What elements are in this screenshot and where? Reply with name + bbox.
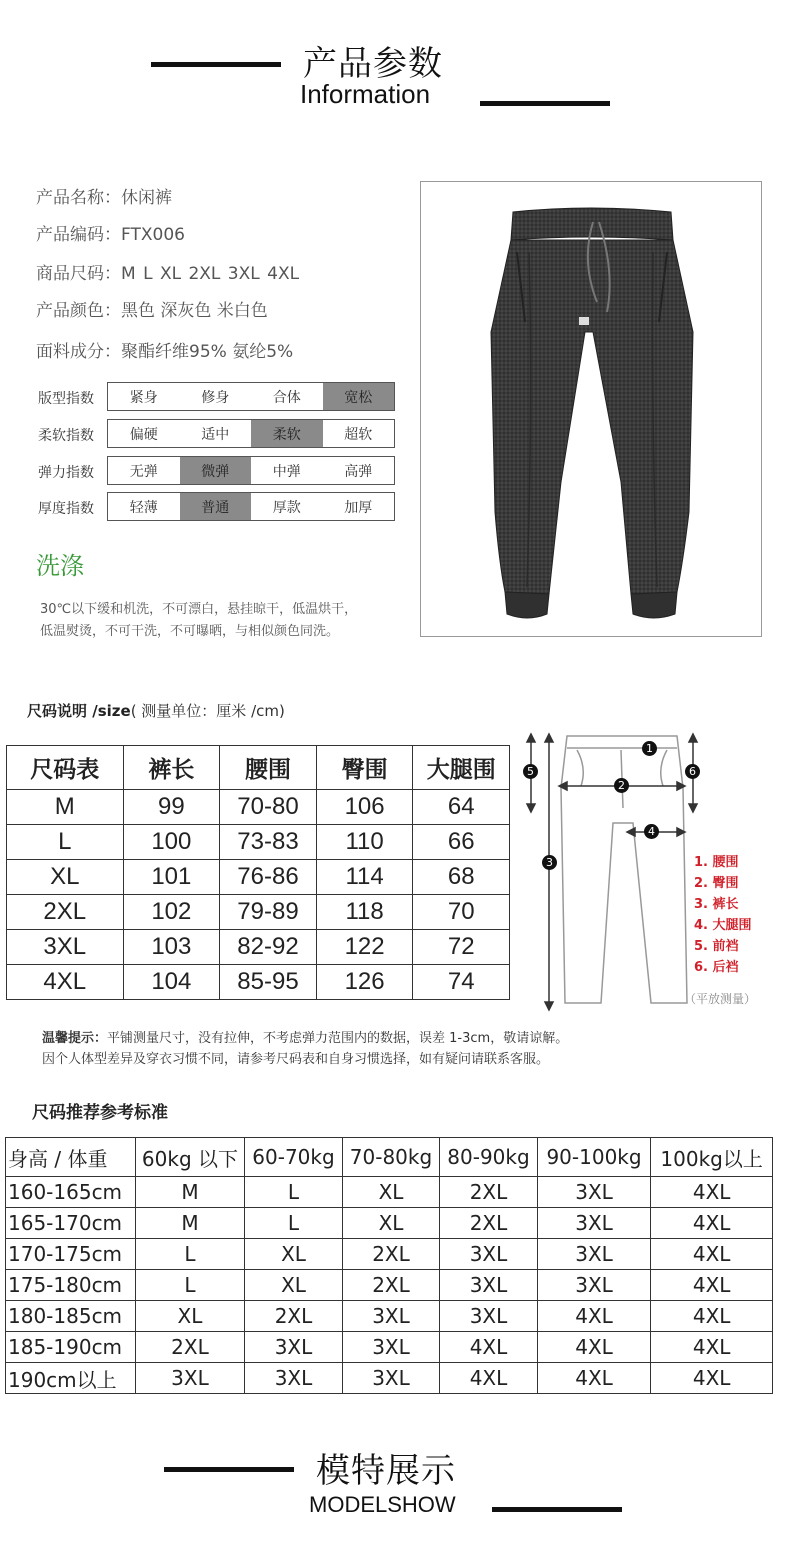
table-cell: 3XL	[537, 1239, 651, 1270]
table-row	[6, 1363, 773, 1394]
table-cell: 74	[413, 965, 510, 1000]
table-row	[6, 1301, 773, 1332]
table-cell: M	[135, 1177, 245, 1208]
diagram-note: （平放测量）	[684, 992, 757, 1006]
table-cell: XL	[342, 1177, 440, 1208]
table-header-row	[6, 1138, 773, 1177]
table-cell: 175-180cm	[6, 1270, 136, 1301]
table-header-cell: 90-100kg	[537, 1138, 651, 1177]
table-row	[7, 965, 510, 1000]
table-cell: 3XL	[342, 1301, 440, 1332]
marker-5: 5	[523, 764, 538, 779]
size-title-rest: ( 测量单位：厘米 /cm)	[130, 702, 285, 720]
footer-bar-right	[492, 1507, 622, 1512]
table-cell: 3XL	[7, 930, 124, 965]
legend-item: 4. 大腿围	[694, 918, 752, 933]
table-header-cell: 70-80kg	[342, 1138, 440, 1177]
table-cell: 4XL	[651, 1239, 773, 1270]
index-option: 偏硬	[129, 426, 158, 443]
table-cell: 170-175cm	[6, 1239, 136, 1270]
table-cell: 101	[123, 860, 220, 895]
table-cell: 118	[316, 895, 413, 930]
recommend-table	[5, 1137, 773, 1394]
marker-4: 4	[644, 824, 659, 839]
table-cell: L	[245, 1208, 343, 1239]
table-cell: 76-86	[220, 860, 317, 895]
table-cell: 102	[123, 895, 220, 930]
table-cell: L	[7, 825, 124, 860]
table-cell: L	[135, 1239, 245, 1270]
table-cell: 2XL	[342, 1239, 440, 1270]
table-cell: 3XL	[440, 1239, 538, 1270]
table-cell: 3XL	[245, 1332, 343, 1363]
product-material: 面料成分：聚酯纤维95% 氨纶5%	[36, 342, 294, 362]
product-name: 产品名称：休闲裤	[36, 188, 172, 208]
legend-item: 2. 臀围	[694, 876, 739, 891]
footer-bar-left	[164, 1467, 294, 1472]
section-title-cn: 产品参数	[303, 44, 443, 84]
wash-line-1: 30℃以下缓和机洗，不可漂白，悬挂晾干，低温烘干，	[40, 602, 358, 617]
section-title-en: Information	[300, 79, 431, 109]
tips-label: 温馨提示：	[42, 1031, 108, 1046]
wash-title: 洗涤	[36, 552, 84, 580]
product-image	[420, 181, 762, 637]
tips-line-2: 因个人体型差异及穿衣习惯不同，请参考尺码表和自身习惯选择，如有疑问请联系客服。	[42, 1052, 550, 1067]
table-cell: 72	[413, 930, 510, 965]
legend-item: 1. 腰围	[694, 855, 739, 870]
pants-outline	[561, 736, 687, 1003]
legend-item: 3. 裤长	[694, 897, 739, 912]
table-header-row	[7, 746, 510, 790]
table-cell: 3XL	[440, 1270, 538, 1301]
recommend-title: 尺码推荐参考标准	[32, 1103, 168, 1123]
table-cell: 4XL	[651, 1177, 773, 1208]
table-cell: 3XL	[342, 1363, 440, 1394]
table-row	[7, 825, 510, 860]
index-option: 修身	[201, 389, 230, 406]
table-cell: 165-170cm	[6, 1208, 136, 1239]
table-cell: 3XL	[135, 1363, 245, 1394]
product-code: 产品编码：FTX006	[36, 225, 185, 245]
index-label: 柔软指数	[38, 428, 94, 444]
index-label: 版型指数	[38, 391, 94, 407]
footer-title-cn: 模特展示	[316, 1451, 456, 1491]
index-label: 弹力指数	[38, 465, 94, 481]
table-row	[6, 1177, 773, 1208]
table-row	[7, 930, 510, 965]
table-header-cell: 腰围	[220, 746, 317, 790]
index-option: 厚款	[272, 499, 301, 516]
index-option: 中弹	[272, 463, 301, 480]
table-cell: M	[7, 790, 124, 825]
table-cell: XL	[7, 860, 124, 895]
legend-item: 6. 后裆	[694, 960, 739, 975]
table-cell: 70-80	[220, 790, 317, 825]
table-row	[7, 860, 510, 895]
table-header-cell: 臀围	[316, 746, 413, 790]
table-cell: 70	[413, 895, 510, 930]
table-cell: 4XL	[651, 1208, 773, 1239]
table-cell: 3XL	[537, 1270, 651, 1301]
table-cell: 4XL	[537, 1301, 651, 1332]
table-row	[6, 1239, 773, 1270]
table-row	[6, 1270, 773, 1301]
footer-title-en: MODELSHOW	[309, 1492, 456, 1517]
table-cell: XL	[245, 1270, 343, 1301]
table-cell: 73-83	[220, 825, 317, 860]
table-cell: 79-89	[220, 895, 317, 930]
index-option: 超软	[344, 426, 373, 443]
table-cell: 190cm以上	[6, 1363, 136, 1394]
marker-6: 6	[685, 764, 700, 779]
table-cell: XL	[342, 1208, 440, 1239]
index-option: 柔软	[251, 420, 323, 447]
table-cell: 2XL	[135, 1332, 245, 1363]
index-option: 高弹	[344, 463, 373, 480]
table-header-cell: 60-70kg	[245, 1138, 343, 1177]
table-cell: 4XL	[651, 1301, 773, 1332]
table-cell: 103	[123, 930, 220, 965]
table-row	[6, 1208, 773, 1239]
table-cell: XL	[245, 1239, 343, 1270]
index-option: 适中	[201, 426, 230, 443]
index-option: 无弹	[129, 463, 158, 480]
index-label: 厚度指数	[38, 501, 94, 517]
table-cell: 3XL	[245, 1363, 343, 1394]
marker-3: 3	[542, 855, 557, 870]
index-option: 普通	[180, 493, 252, 520]
index-scale	[107, 456, 395, 485]
table-row	[6, 1332, 773, 1363]
size-title-bold: 尺码说明 /size	[27, 702, 131, 720]
table-cell: L	[135, 1270, 245, 1301]
table-cell: 160-165cm	[6, 1177, 136, 1208]
table-cell: 104	[123, 965, 220, 1000]
index-option: 加厚	[344, 499, 373, 516]
table-header-cell: 尺码表	[7, 746, 124, 790]
table-cell: 110	[316, 825, 413, 860]
size-table	[6, 745, 510, 1000]
table-header-cell: 身高 / 体重	[6, 1138, 136, 1177]
table-row	[7, 790, 510, 825]
table-cell: 4XL	[651, 1270, 773, 1301]
table-cell: XL	[135, 1301, 245, 1332]
index-option: 宽松	[323, 383, 395, 410]
index-scale	[107, 492, 395, 521]
legend-item: 5. 前裆	[694, 939, 739, 954]
wash-line-2: 低温熨烫，不可干洗，不可曝晒，与相似颜色同洗。	[40, 624, 340, 639]
table-cell: 2XL	[245, 1301, 343, 1332]
table-cell: 4XL	[7, 965, 124, 1000]
table-cell: 2XL	[440, 1177, 538, 1208]
table-cell: 3XL	[342, 1332, 440, 1363]
index-option: 轻薄	[129, 499, 158, 516]
table-cell: 126	[316, 965, 413, 1000]
marker-1: 1	[642, 741, 657, 756]
index-option: 紧身	[129, 389, 158, 406]
table-cell: 4XL	[651, 1332, 773, 1363]
index-scale	[107, 419, 395, 448]
table-cell: 4XL	[537, 1332, 651, 1363]
table-header-cell: 100kg以上	[651, 1138, 773, 1177]
table-cell: 66	[413, 825, 510, 860]
pants-image	[421, 182, 761, 636]
table-cell: 68	[413, 860, 510, 895]
table-cell: 100	[123, 825, 220, 860]
table-cell: M	[135, 1208, 245, 1239]
product-sizes: 商品尺码：M L XL 2XL 3XL 4XL	[36, 264, 300, 284]
table-cell: 99	[123, 790, 220, 825]
size-section-title	[27, 700, 285, 721]
index-scale	[107, 382, 395, 411]
table-cell: 106	[316, 790, 413, 825]
table-cell: 82-92	[220, 930, 317, 965]
table-cell: 85-95	[220, 965, 317, 1000]
index-option: 微弹	[180, 457, 252, 484]
product-colors: 产品颜色：黑色 深灰色 米白色	[36, 301, 268, 321]
table-row	[7, 895, 510, 930]
table-cell: 180-185cm	[6, 1301, 136, 1332]
header-bar-right	[480, 101, 610, 106]
table-cell: 4XL	[651, 1363, 773, 1394]
table-cell: 3XL	[537, 1208, 651, 1239]
table-header-cell: 裤长	[123, 746, 220, 790]
table-cell: 3XL	[440, 1301, 538, 1332]
table-cell: 64	[413, 790, 510, 825]
table-header-cell: 大腿围	[413, 746, 510, 790]
tips-line-1	[42, 1027, 568, 1046]
table-cell: 2XL	[342, 1270, 440, 1301]
table-cell: 114	[316, 860, 413, 895]
marker-2: 2	[614, 778, 629, 793]
table-header-cell: 80-90kg	[440, 1138, 538, 1177]
table-cell: 4XL	[440, 1332, 538, 1363]
table-cell: 3XL	[537, 1177, 651, 1208]
index-option: 合体	[272, 389, 301, 406]
table-header-cell: 60kg 以下	[135, 1138, 245, 1177]
table-cell: 2XL	[7, 895, 124, 930]
table-cell: 4XL	[537, 1363, 651, 1394]
table-cell: 4XL	[440, 1363, 538, 1394]
table-cell: 185-190cm	[6, 1332, 136, 1363]
tips-text-1: 平铺测量尺寸，没有拉伸，不考虑弹力范围内的数据，误差 1-3cm，敬请谅解。	[107, 1031, 569, 1046]
table-cell: L	[245, 1177, 343, 1208]
header-bar-left	[151, 62, 281, 67]
table-cell: 2XL	[440, 1208, 538, 1239]
table-cell: 122	[316, 930, 413, 965]
measurement-diagram	[515, 728, 785, 1013]
